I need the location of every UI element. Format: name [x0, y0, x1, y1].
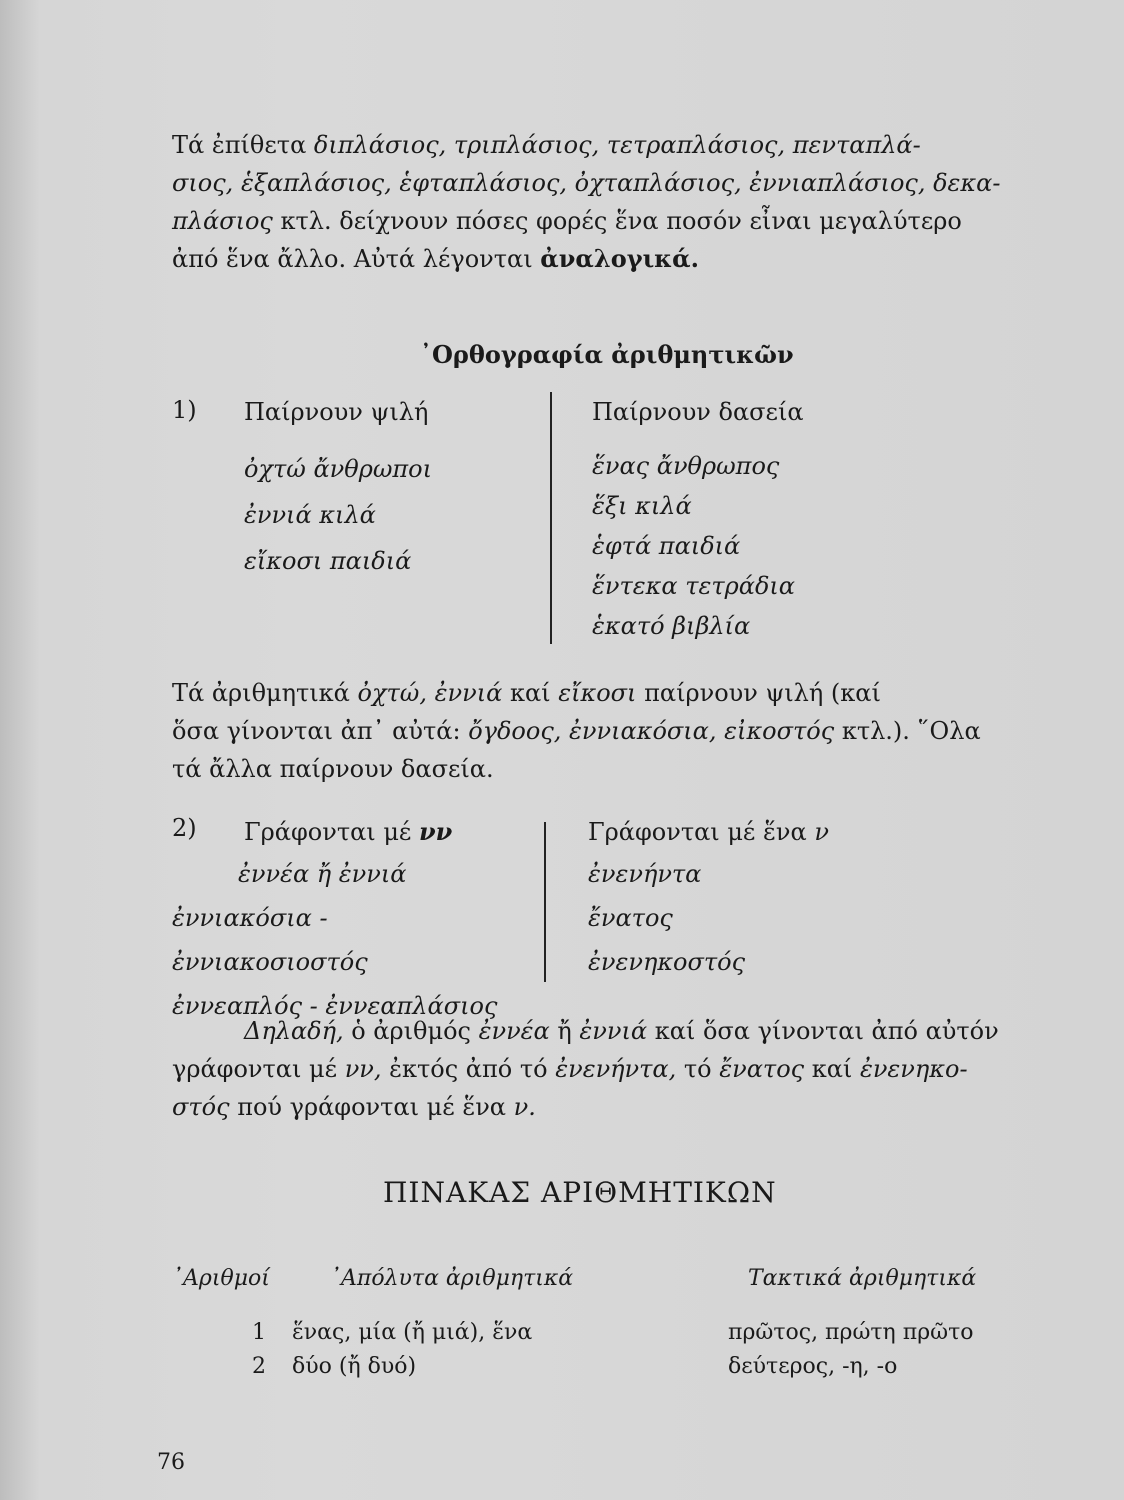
table-row-ordinal: πρῶτος, πρώτη πρῶτο	[728, 1320, 974, 1345]
text-run: Γράφονται μέ ἕνα	[588, 818, 815, 846]
text-run: πλάσιος	[172, 207, 273, 235]
text-line	[172, 202, 1010, 240]
table-header-cardinal: ᾿Απόλυτα ἀριθμητικά	[330, 1266, 574, 1291]
example-item: ἕξι κιλά	[592, 492, 692, 520]
table-title: ΠΙΝΑΚΑΣ ΑΡΙΘΜΗΤΙΚΩΝ	[383, 1176, 777, 1209]
text-run: ἐννέα	[478, 1017, 550, 1045]
left-column	[244, 812, 452, 852]
page-number: 76	[157, 1450, 185, 1475]
text-run: εἴκοσι	[558, 679, 637, 707]
text-run: ἐκτός ἀπό τό	[381, 1055, 556, 1083]
text-run: στός	[172, 1093, 230, 1121]
example-item: ἐνενηκοστός	[588, 948, 746, 976]
text-line	[172, 1050, 1010, 1088]
example-item: ἕντεκα τετράδια	[592, 572, 796, 600]
example-item: ἐννιά κιλά	[244, 501, 376, 529]
example-item: ἐνενήντα	[588, 860, 702, 888]
column-title	[244, 812, 452, 852]
text-run: πού γράφονται μέ ἕνα	[229, 1093, 514, 1121]
text-line	[172, 1088, 1010, 1126]
explanation-paragraph	[172, 674, 1010, 788]
column-title: Παίρνουν ψιλή	[244, 398, 429, 426]
text-run: ἔνατος	[719, 1055, 805, 1083]
left-column-items	[172, 852, 528, 1028]
right-column	[592, 392, 804, 646]
summary-paragraph	[172, 1012, 1010, 1126]
section-heading: ᾿Ορθογραφία ἀριθμητικῶν	[420, 340, 794, 369]
example-item: ἑκατό βιβλία	[592, 612, 751, 640]
example-item: ἑφτά παιδιά	[592, 532, 741, 560]
section-number: 2)	[172, 814, 197, 842]
text-line	[172, 1012, 1010, 1050]
text-line	[172, 126, 1010, 164]
example-item: εἴκοσι παιδιά	[244, 547, 412, 575]
column-title: Παίρνουν δασεία	[592, 398, 804, 426]
text-line	[172, 712, 1010, 750]
text-line: σιος, ἑξαπλάσιος, ἑφταπλάσιος, ὀχταπλάσιος, ἐννιαπλάσιος, δεκα-	[172, 169, 1001, 197]
example-item: ὀχτώ ἄνθρωποι	[244, 455, 433, 483]
text-run: γράφονται μέ	[172, 1055, 345, 1083]
table-row-number: 2	[252, 1354, 266, 1379]
text-run: διπλάσιος, τριπλάσιος, τετραπλάσιος, πενταπλά-	[313, 131, 921, 159]
table-header-ordinal: Τακτικά ἀριθμητικά	[748, 1266, 977, 1291]
text-run: Τά ἀριθμητικά	[172, 679, 358, 707]
table-row-cardinal: δύο (ἤ δυό)	[292, 1354, 417, 1379]
text-run: καί ὅσα γίνονται ἀπό αὐτόν	[647, 1017, 999, 1045]
text-run: καί	[804, 1055, 860, 1083]
text-run: ν.	[513, 1093, 536, 1121]
text-run: ἐνενήντα,	[555, 1055, 677, 1083]
text-run: κτλ.). ῞Ολα	[834, 717, 981, 745]
text-run: ἐννιά	[579, 1017, 648, 1045]
text-line: τά ἄλλα παίρνουν δασεία.	[172, 755, 494, 783]
intro-paragraph	[172, 126, 1010, 278]
right-column	[588, 812, 829, 984]
text-run: ἀπό ἕνα ἄλλο. Αὐτά λέγονται	[172, 245, 541, 273]
text-run: ὁ ἀριθμός	[343, 1017, 479, 1045]
column-divider	[544, 822, 546, 982]
table-row-cardinal: ἕνας, μία (ἤ μιά), ἕνα	[292, 1320, 533, 1345]
text-run: ὀχτώ, ἐννιά	[357, 679, 503, 707]
example-item: ἕνας ἄνθρωπος	[592, 452, 780, 480]
section-number: 1)	[172, 396, 197, 424]
text-line	[172, 674, 1010, 712]
text-run: ὄγδοος, ἐννιακόσια, εἰκοστός	[468, 717, 835, 745]
text-line	[172, 240, 1010, 278]
table-header-numbers: ᾿Αριθμοί	[172, 1266, 270, 1291]
table-row-number: 1	[252, 1320, 266, 1345]
text-run: ἤ	[549, 1017, 580, 1045]
text-run: τό	[676, 1055, 720, 1083]
text-run: ἀναλογικά.	[540, 244, 699, 273]
text-run: παίρνουν ψιλή (καί	[636, 679, 881, 707]
example-item: ἔνατος	[588, 904, 673, 932]
text-run: ν	[814, 818, 829, 846]
table-row-ordinal: δεύτερος, -η, -ο	[728, 1354, 898, 1379]
example-item: ἐννέα ἤ ἐννιά	[238, 860, 407, 888]
text-run: ὅσα γίνονται ἀπ᾿ αὐτά:	[172, 717, 469, 745]
text-run: ἐνενηκο-	[859, 1055, 968, 1083]
text-run: κτλ. δείχνουν πόσες φορές ἕνα ποσόν εἶναι μεγαλύτερο	[272, 207, 962, 235]
example-item: ἐννιακόσια - ἐννιακοσιοστός	[172, 904, 368, 976]
text-run: Γράφονται μέ	[244, 818, 419, 846]
text-run: νν,	[344, 1055, 382, 1083]
text-run: καί	[502, 679, 559, 707]
column-title	[588, 812, 829, 852]
column-divider	[550, 392, 552, 644]
left-column	[244, 392, 432, 584]
text-run: νν	[419, 817, 453, 846]
text-run: Τά ἐπίθετα	[172, 131, 314, 159]
example-item: ἐννεαπλός - ἐννεαπλάσιος	[172, 992, 498, 1020]
text-run: Δηλαδή,	[244, 1017, 344, 1045]
